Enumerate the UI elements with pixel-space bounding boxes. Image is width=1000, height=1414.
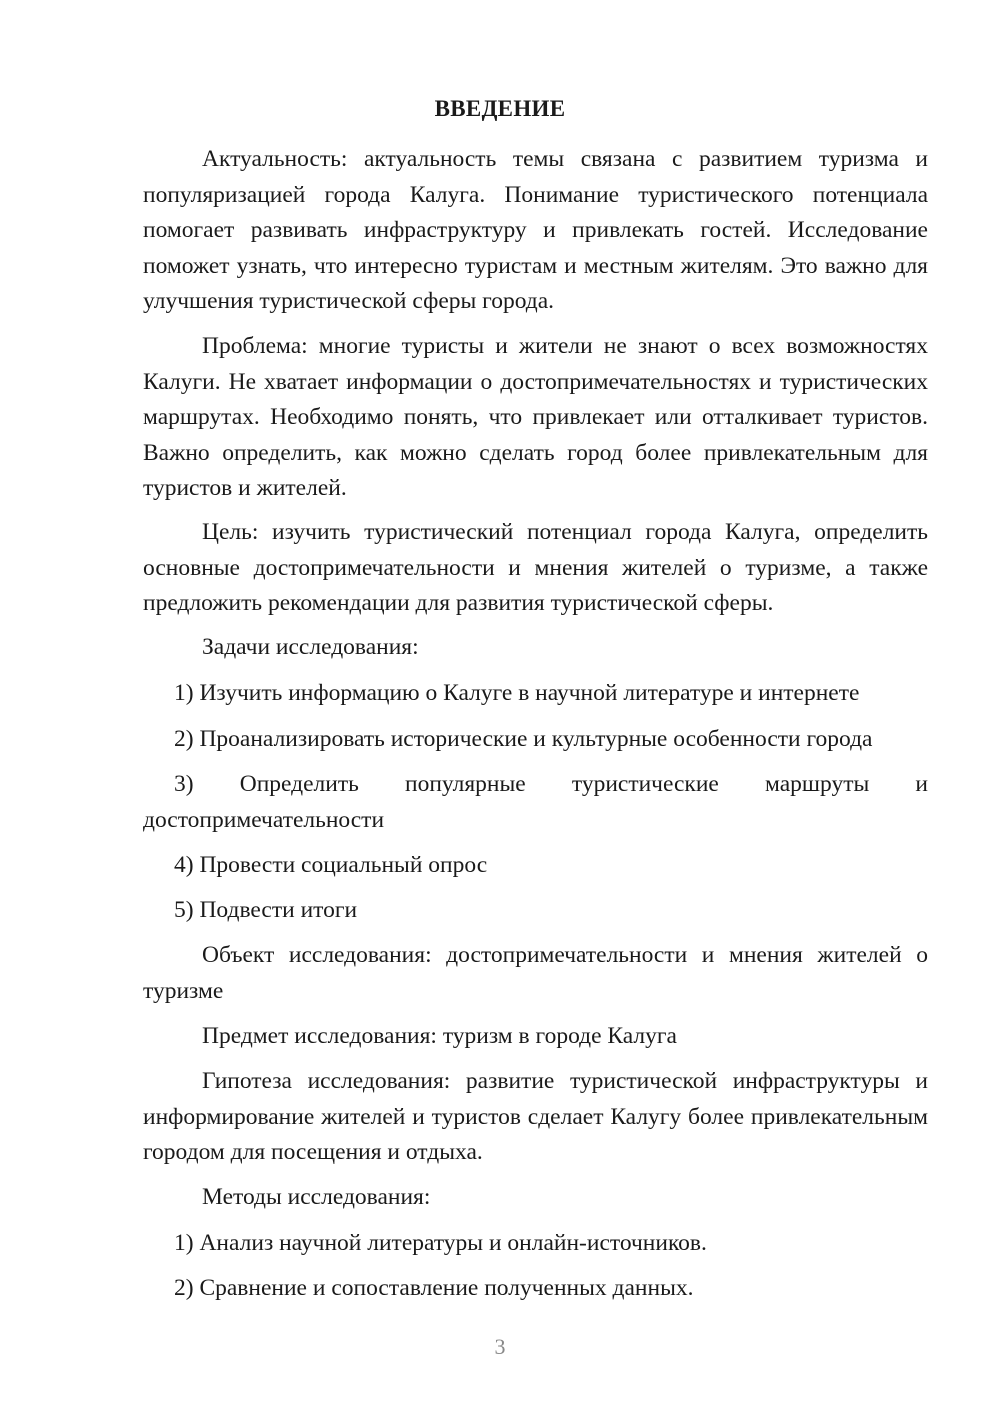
task-item-2: 2) Проанализировать исторические и культурные особенности города: [174, 726, 873, 752]
paragraph-problem-text: Проблема: многие туристы и жители не знают о всех возможностях Калуги. Не хватает информации о достопримечательностях и туристических маршрутах. Необходимо понять, что привлекает или отталкивает туристов. Важно определить, как можно сделать город более привлекательным для туристов и жителей.: [143, 333, 928, 502]
paragraph-subject: [143, 1019, 928, 1055]
paragraph-hypothesis-text: Гипотеза исследования: развитие туристической инфраструктуры и информирование жителей и туристов сделает Калугу более привлекательным городом для посещения и отдыха.: [143, 1068, 928, 1166]
page-number: 3: [494, 1334, 506, 1359]
task-item-4: 4) Провести социальный опрос: [174, 852, 488, 878]
paragraph-goal-text: Цель: изучить туристический потенциал города Калуга, определить основные достопримечательности и мнения жителей о туризме, а также предложить рекомендации для развития туристической сферы.: [143, 519, 928, 617]
task-item-1: 1) Изучить информацию о Калуге в научной литературе и интернете: [174, 680, 860, 706]
section-title: ВВЕДЕНИЕ: [434, 96, 566, 121]
paragraph-hypothesis: [143, 1064, 928, 1171]
paragraph-goal: [143, 515, 928, 622]
task-item-5: 5) Подвести итоги: [174, 897, 358, 923]
paragraph-object-text: Объект исследования: достопримечательности и мнения жителей о туризме: [143, 942, 928, 1004]
method-item-1: 1) Анализ научной литературы и онлайн-источников.: [174, 1230, 707, 1256]
paragraph-problem: [143, 329, 928, 507]
paragraph-subject-text: Предмет исследования: туризм в городе Калуга: [202, 1023, 677, 1049]
tasks-heading-text: Задачи исследования:: [202, 634, 419, 660]
task-item-3: [143, 767, 928, 838]
paragraph-relevance: [143, 142, 928, 320]
paragraph-relevance-text: Актуальность: актуальность темы связана с развитием туризма и популяризацией города Калуга. Понимание туристического потенциала помогает развивать инфраструктуру и привлекать гостей. Исследование поможет узнать, что интересно туристам и местным жителям. Это важно для улучшения туристической сферы города.: [143, 146, 928, 315]
paragraph-object: [143, 938, 928, 1009]
methods-heading-text: Методы исследования:: [202, 1184, 431, 1210]
task-item-3-text: 3) Определить популярные туристические маршруты и достопримечательности: [143, 771, 928, 833]
methods-heading: [143, 1180, 928, 1216]
tasks-heading: [143, 630, 928, 666]
method-item-2: 2) Сравнение и сопоставление полученных данных.: [174, 1275, 694, 1301]
